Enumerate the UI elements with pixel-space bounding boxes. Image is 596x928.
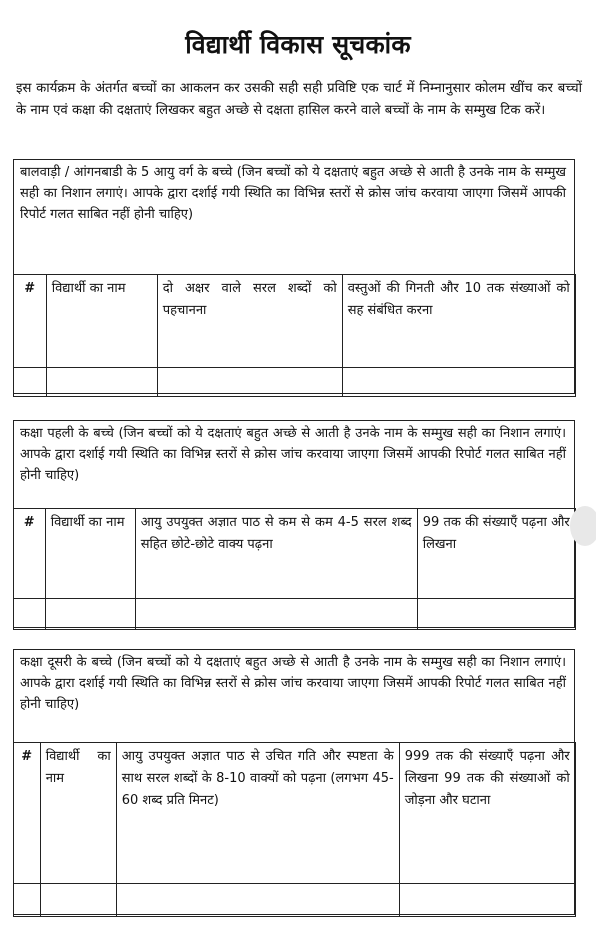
table-cell[interactable]: [13, 599, 45, 630]
header-competency-2: 999 तक की संख्याएँ पढ़ना और लिखना 99 तक की संख्याओं को जोड़ना और घटाना: [399, 743, 575, 884]
scroll-edge-indicator: [570, 506, 596, 546]
header-student-name: विद्यार्थी का नाम: [40, 743, 116, 884]
table-cell[interactable]: [417, 599, 575, 630]
table-cell[interactable]: [13, 884, 40, 917]
table-cell[interactable]: [46, 368, 157, 397]
table-cell[interactable]: [135, 599, 417, 630]
table-cell[interactable]: [342, 368, 575, 397]
header-competency-1: दो अक्षर वाले सरल शब्दों को पहचानना: [157, 275, 342, 368]
header-competency-1: आयु उपयुक्त अज्ञात पाठ से उचित गति और स्पष्टता के साथ सरल शब्दों के 8-10 वाक्यों को पढ़ना (लगभग 45-60 शब्द प्रति मिनट): [116, 743, 399, 884]
header-student-name: विद्यार्थी का नाम: [46, 275, 157, 368]
section-note: कक्षा दूसरी के बच्चे (जिन बच्चों को ये दक्षताएं बहुत अच्छे से आती है उनके नाम के सम्मुख सही का निशान लगाएं। आपके द्वारा दर्शाई गयी स्थिति का विभिन्न स्तरों से क्रोस जांच करवाया जाएगा जिसमें आपकी रिपोर्ट गलत साबित नहीं होनी चाहिए): [20, 655, 566, 712]
competency-table: [13, 508, 576, 630]
section-class-1: [13, 420, 575, 628]
table-cell[interactable]: [13, 368, 46, 397]
header-competency-2: 99 तक की संख्याएँ पढ़ना और लिखना: [417, 509, 575, 599]
header-serial: #: [13, 743, 40, 884]
header-serial: #: [13, 275, 46, 368]
table-header-row: [13, 275, 575, 368]
section-note: बालवाड़ी / आंगनबाडी के 5 आयु वर्ग के बच्चे (जिन बच्चों को ये दक्षताएं बहुत अच्छे से आती है उनके नाम के सम्मुख सही का निशान लगाएं। आपके द्वारा दर्शाई गयी स्थिति का विभिन्न स्तरों से क्रोस जांच करवाया जाएगा जिसमें आपकी रिपोर्ट गलत साबित नहीं होनी चाहिए): [20, 165, 566, 222]
table-row: [13, 599, 575, 630]
header-serial: #: [13, 509, 45, 599]
section-balwadi: [13, 159, 575, 394]
table-cell[interactable]: [40, 884, 116, 917]
section-class-2: [13, 649, 575, 915]
intro-paragraph: इस कार्यक्रम के अंतर्गत बच्चों का आकलन कर उसकी सही सही प्रविष्टि एक चार्ट में निम्नानुसार कोलम खींच कर बच्चों के नाम एवं कक्षा की दक्षताएं लिखकर बहुत अच्छे से दक्षता हासिल करने वाले बच्चों के नाम के सम्मुख टिक करें।: [16, 81, 582, 118]
table-row: [13, 368, 575, 397]
document-title: विद्यार्थी विकास सूचकांक: [185, 30, 411, 59]
table-cell[interactable]: [116, 884, 399, 917]
header-competency-1: आयु उपयुक्त अज्ञात पाठ से कम से कम 4-5 सरल शब्द सहित छोटे-छोटे वाक्य पढ़ना: [135, 509, 417, 599]
competency-table: [13, 742, 576, 917]
table-cell[interactable]: [399, 884, 575, 917]
table-cell[interactable]: [45, 599, 135, 630]
table-header-row: [13, 509, 575, 599]
header-student-name: विद्यार्थी का नाम: [45, 509, 135, 599]
competency-table: [13, 274, 576, 397]
table-header-row: [13, 743, 575, 884]
section-note: कक्षा पहली के बच्चे (जिन बच्चों को ये दक्षताएं बहुत अच्छे से आती है उनके नाम के सम्मुख सही का निशान लगाएं। आपके द्वारा दर्शाई गयी स्थिति का विभिन्न स्तरों से क्रोस जांच करवाया जाएगा जिसमें आपकी रिपोर्ट गलत साबित नहीं होनी चाहिए): [20, 426, 566, 483]
header-competency-2: वस्तुओं की गिनती और 10 तक संख्याओं को सह संबंधित करना: [342, 275, 575, 368]
table-row: [13, 884, 575, 917]
table-cell[interactable]: [157, 368, 342, 397]
